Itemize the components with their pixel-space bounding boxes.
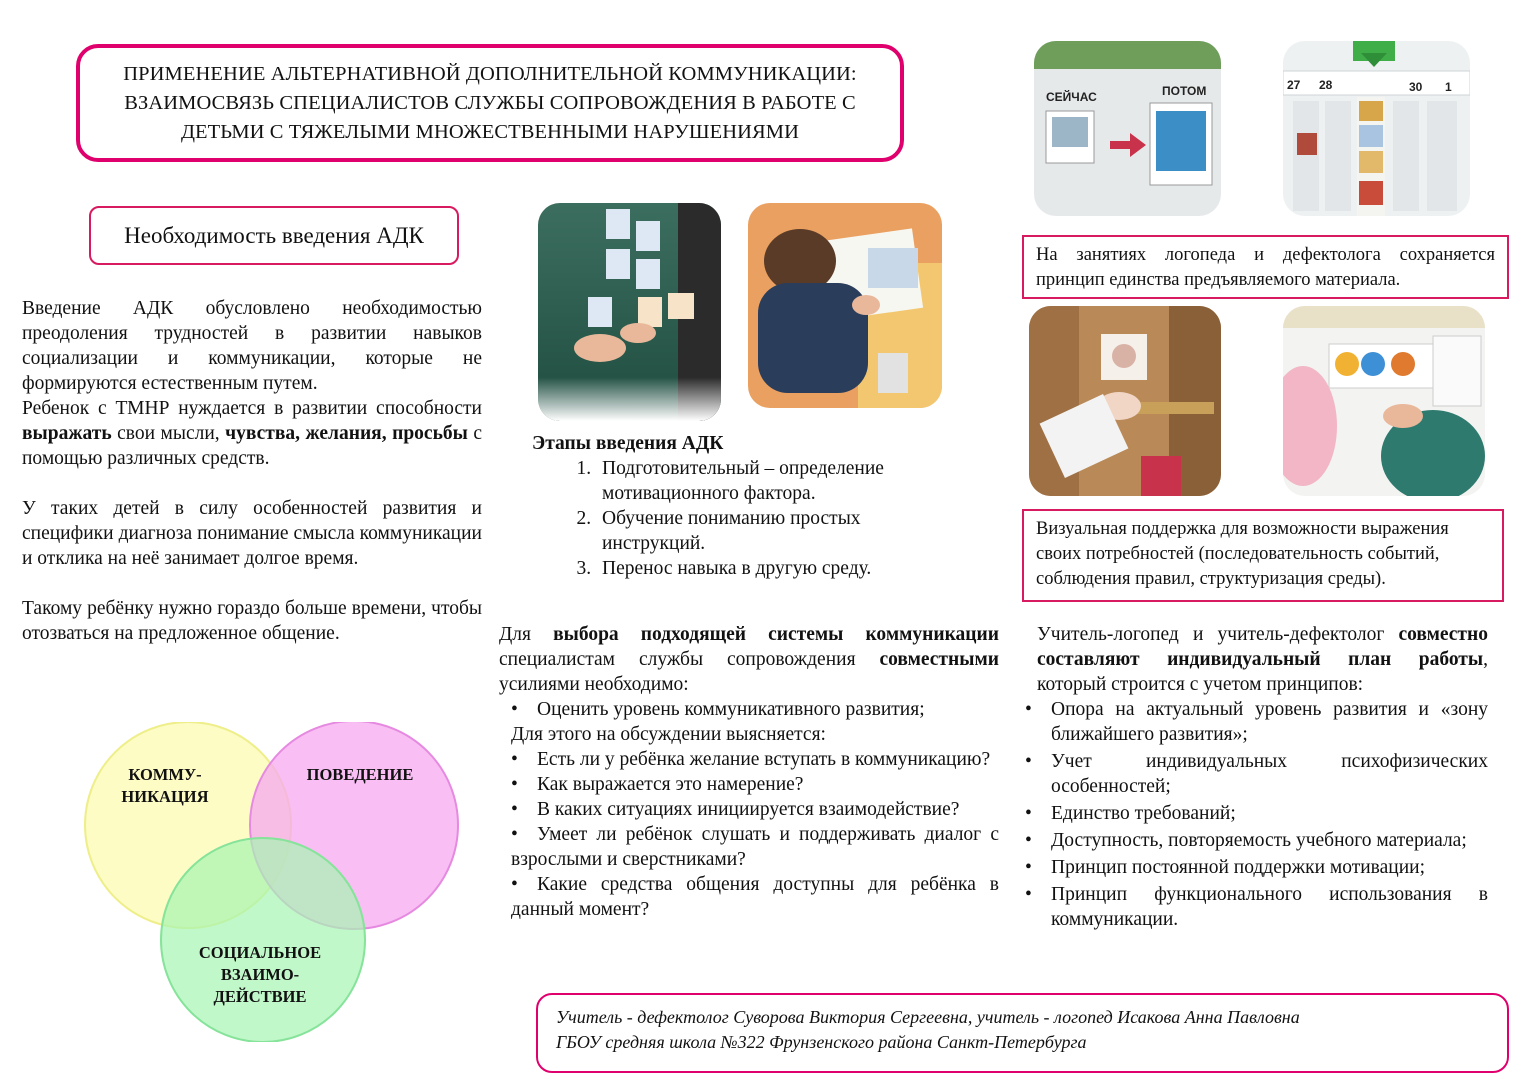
question-item [511,822,999,872]
venn-circle-social [161,838,365,1042]
calendar-day: 1 [1445,80,1452,94]
emphasis-express: выражать [22,423,112,444]
principle-item [1025,855,1488,880]
text-run: усилиями необходимо: [499,674,689,695]
need-text-block [22,296,482,646]
need-heading-text: Необходимость введения АДК [124,222,424,248]
caption-text: На занятиях логопеда и дефектолога сохраняется принцип единства предъявляемого материала. [1036,245,1495,290]
question-text: В каких ситуациях инициируется взаимодействие? [537,799,960,820]
text-run: , который строится с учетом принципов: [1037,649,1488,695]
principle-item [1025,697,1488,747]
principle-item [1025,801,1488,826]
photo-weekly-calendar [1283,41,1470,216]
bullet-icon: • [1025,699,1032,720]
principle-text: Доступность, повторяемость учебного материала; [1051,830,1467,851]
calendar-day: 28 [1319,78,1333,92]
bullet-icon: • [511,874,518,895]
principle-item [1025,828,1488,853]
text-run: свои мысли, [111,423,226,444]
schedule-then-label: ПОТОМ [1162,84,1207,98]
venn-label-line: НИКАЦИЯ [121,787,209,806]
venn-label-communication [110,764,220,808]
principle-text: Принцип функционального использования в коммуникации. [1051,884,1488,930]
stages-title: Этапы введения АДК [532,433,724,454]
principle-text: Единство требований; [1051,803,1236,824]
page-title: ПРИМЕНЕНИЕ АЛЬТЕРНАТИВНОЙ ДОПОЛНИТЕЛЬНОЙ КОММУНИКАЦИИ: ВЗАИМОСВЯЗЬ СПЕЦИАЛИСТОВ СЛУЖБЫ СОПРОВОЖДЕНИЯ В РАБОТЕ С ДЕТЬМИ С ТЯЖЕЛЫМИ МНОЖЕСТВЕННЫМИ НАРУШЕНИЯМИ [123,62,857,143]
question-item [511,797,999,822]
stage-item: 1. Подготовительный – определение мотивационного фактора. [596,456,952,506]
principle-item [1025,882,1488,932]
principle-item [1025,749,1488,799]
text-run: специалистам службы сопровождения [499,649,880,670]
calendar-day: 30 [1409,80,1423,94]
bullet-icon: • [1025,884,1032,905]
text-run: Ребенок с ТМНР нуждается в развитии способности [22,398,482,419]
photo-now-then-schedule [1034,41,1221,216]
bullet-icon: • [511,749,518,770]
plan-intro [1037,622,1488,697]
calendar-day: 27 [1287,78,1301,92]
selection-item [511,697,999,722]
question-text: Как выражается это намерение? [537,774,804,795]
title-banner [76,44,904,162]
venn-label-line: ВЗАИМО- [220,965,300,984]
bullet-icon: • [511,824,518,845]
bullet-icon: • [1025,751,1032,772]
principle-text: Принцип постоянной поддержки мотивации; [1051,857,1426,878]
venn-label-line: КОММУ- [128,765,202,784]
authors-footer [536,993,1509,1073]
stage-item: 2. Обучение пониманию простых инструкций. [596,506,952,556]
selection-intro [499,622,999,697]
venn-label-line: СОЦИАЛЬНОЕ [198,943,322,962]
bullet-icon: • [1025,803,1032,824]
stages-list [532,456,952,581]
photo-child-book [748,203,942,408]
principle-text: Опора на актуальный уровень развития и «зону ближайшего развития»; [1051,699,1488,745]
need-section-heading [89,206,459,265]
selection-block [499,622,999,922]
venn-diagram [80,722,462,1042]
question-text: Умеет ли ребёнок слушать и поддерживать диалог с взрослыми и сверстниками? [511,824,999,870]
principles-list [1025,697,1488,932]
text-run: с помощью различных средств. [22,423,482,469]
questions-list [499,747,999,922]
photo-table-activity [1283,306,1485,496]
need-paragraph-2 [22,396,482,471]
question-item [511,872,999,922]
selection-sub-intro: Для этого на обсуждении выясняется: [511,724,826,745]
venn-label-behavior: ПОВЕДЕНИЕ [306,765,414,784]
emphasis-joint: совместными [879,649,999,670]
selection-list [499,697,999,722]
selection-item-text: Оценить уровень коммуникативного развития; [537,699,925,720]
plan-block [1025,622,1488,934]
need-paragraph-4: Такому ребёнку нужно гораздо больше времени, чтобы отозваться на предложенное общение. [22,598,482,644]
bullet-icon: • [511,699,518,720]
stage-item: 3. Перенос навыка в другую среду. [596,556,952,581]
question-text: Есть ли у ребёнка желание вступать в коммуникацию? [537,749,991,770]
need-paragraph-1: Введение АДК обусловлено необходимостью преодоления трудностей в развитии навыков социализации и коммуникации, которые не формируются естественным путем. [22,298,482,394]
principle-text: Учет индивидуальных психофизических особенностей; [1051,751,1488,797]
emphasis-feelings: чувства, желания, просьбы [225,423,468,444]
stages-block [532,432,952,581]
question-text: Какие средства общения доступны для ребёнка в данный момент? [511,874,999,920]
caption-unity-material [1022,235,1509,299]
bullet-icon: • [511,799,518,820]
venn-label-line: ДЕЙСТВИЕ [213,987,307,1006]
bullet-icon: • [1025,830,1032,851]
question-item [511,772,999,797]
text-run: Учитель-логопед и учитель-дефектолог [1037,624,1399,645]
emphasis-plan: совместно составляют индивидуальный план работы [1037,624,1488,670]
bullet-icon: • [1025,857,1032,878]
venn-label-social [160,942,360,1008]
authors-line: Учитель - дефектолог Суворова Виктория Сергеевна, учитель - логопед Исакова Анна Павловна [556,1007,1300,1027]
bullet-icon: • [511,774,518,795]
caption-text: Визуальная поддержка для возможности выражения своих потребностей (последовательность событий, соблюдения правил, структуризация среды). [1036,519,1449,589]
caption-visual-support [1022,509,1504,602]
photo-door-card [1029,306,1221,496]
question-item [511,747,999,772]
text-run: Для [499,624,554,645]
school-line: ГБОУ средняя школа №322 Фрунзенского района Санкт-Петербурга [556,1032,1087,1052]
emphasis-selection: выбора подходящей системы коммуникации [553,624,999,645]
schedule-now-label: СЕЙЧАС [1046,90,1097,104]
photo-card-board [538,203,721,421]
need-paragraph-3: У таких детей в силу особенностей развития и специфики диагноза понимание смысла коммуникации и отклика на неё занимает долгое время. [22,498,482,569]
